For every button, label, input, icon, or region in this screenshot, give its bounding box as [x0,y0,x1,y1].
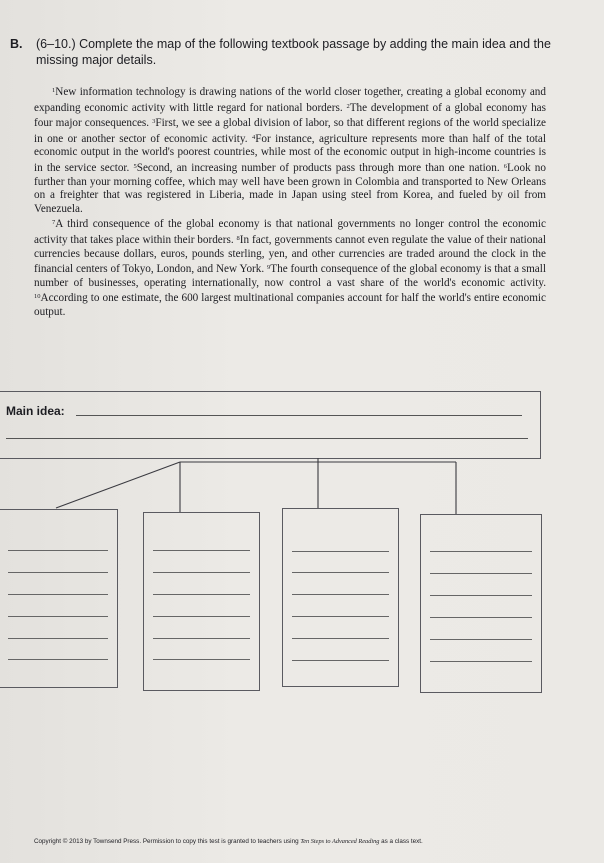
detail-4-line-1[interactable] [430,551,532,552]
sentence-number: 10 [34,293,41,301]
detail-2-line-6[interactable] [153,659,250,660]
sentence-text: First, we see a global division of labor, so that different regions of the world specialize in one or another sector of economic activity. [34,117,547,145]
main-idea-label: Main idea: [6,404,65,418]
detail-4-line-4[interactable] [430,617,532,618]
sentence-text: According to one estimate, the 600 largest multinational companies account for half the world's entire economic output. [34,292,546,318]
sentence-number: 4 [251,133,256,141]
detail-1-line-5[interactable] [8,638,108,639]
sentence-text: In fact, governments cannot even regulate the value of their national currencies because dollars, euros, pounds sterling, yen, and other currencies are traded around the clock in the financial centers of Tokyo, London, and New York. [34,233,546,276]
detail-3-line-2[interactable] [292,572,389,573]
detail-1-line-3[interactable] [8,594,108,595]
detail-box-1 [0,509,118,688]
detail-2-line-3[interactable] [153,594,250,595]
detail-4-line-5[interactable] [430,639,532,640]
detail-3-line-3[interactable] [292,594,389,595]
detail-2-line-1[interactable] [153,550,250,551]
detail-2-line-5[interactable] [153,638,250,639]
section-letter: B. [10,37,23,51]
sentence-text: For instance, agriculture represents more than half of the total economic output in the world's poorest countries, while most of the economic output in high-income countries is in the service sector. [34,132,546,174]
instruction-line-1: (6–10.) Complete the map of the following textbook passage by adding the main idea and the [36,37,551,51]
detail-3-line-5[interactable] [292,638,389,639]
sentence-number: 2 [346,102,350,110]
sentence-text: New information technology is drawing nations of the world closer together, creating a global economy and expanding economic activity with little regard for national borders. [34,86,546,114]
detail-4-line-6[interactable] [430,661,532,662]
detail-4-line-2[interactable] [430,573,532,574]
footer-text-after: as a class text. [379,838,423,845]
detail-3-line-6[interactable] [292,660,389,661]
sentence-number: 1 [52,87,56,94]
detail-box-4 [420,514,542,693]
sentence-text: Look no further than your morning coffee, which may well have been grown in Colombia and transported to New Orleans on a freighter that was registered in Liberia, made in Japan using steel from Korea, and fueled by oil from Venezuela. [34,161,546,215]
detail-4-line-3[interactable] [430,595,532,596]
sentence-number: 7 [52,219,56,227]
sentence-number: 6 [503,162,508,170]
sentence-text: A third consequence of the global economy is that national governments no longer control the economic activity that takes place within their borders. [34,218,546,246]
sentence-text: Second, an increasing number of products pass through more than one nation. [136,161,504,174]
detail-1-line-1[interactable] [8,550,108,551]
sentence-text: The fourth consequence of the global economy is that a small number of businesses, operating internationally, now control a vast share of the world's economic activity. [34,263,546,289]
sentence-text: The development of a global economy has four major consequences. [34,101,546,130]
connector-to-detail-1 [56,462,180,508]
footer-text-before: Copyright © 2013 by Townsend Press. Permission to copy this test is granted to teachers using [34,838,301,845]
detail-2-line-4[interactable] [153,616,250,617]
detail-box-2 [143,512,260,691]
detail-3-line-4[interactable] [292,616,389,617]
sentence-number: 9 [267,264,271,272]
footer-book-title: Ten Steps to Advanced Reading [300,838,380,845]
detail-2-line-2[interactable] [153,572,250,573]
sentence-number: 8 [236,234,240,242]
detail-1-line-2[interactable] [8,572,108,573]
detail-box-3 [282,508,399,687]
detail-3-line-1[interactable] [292,551,389,552]
detail-1-line-4[interactable] [8,616,108,617]
copyright-footer [34,838,423,845]
sentence-number: 3 [152,118,156,126]
detail-1-line-6[interactable] [8,659,108,660]
sentence-number: 5 [133,162,137,170]
instruction-line-2: missing major details. [36,53,157,67]
